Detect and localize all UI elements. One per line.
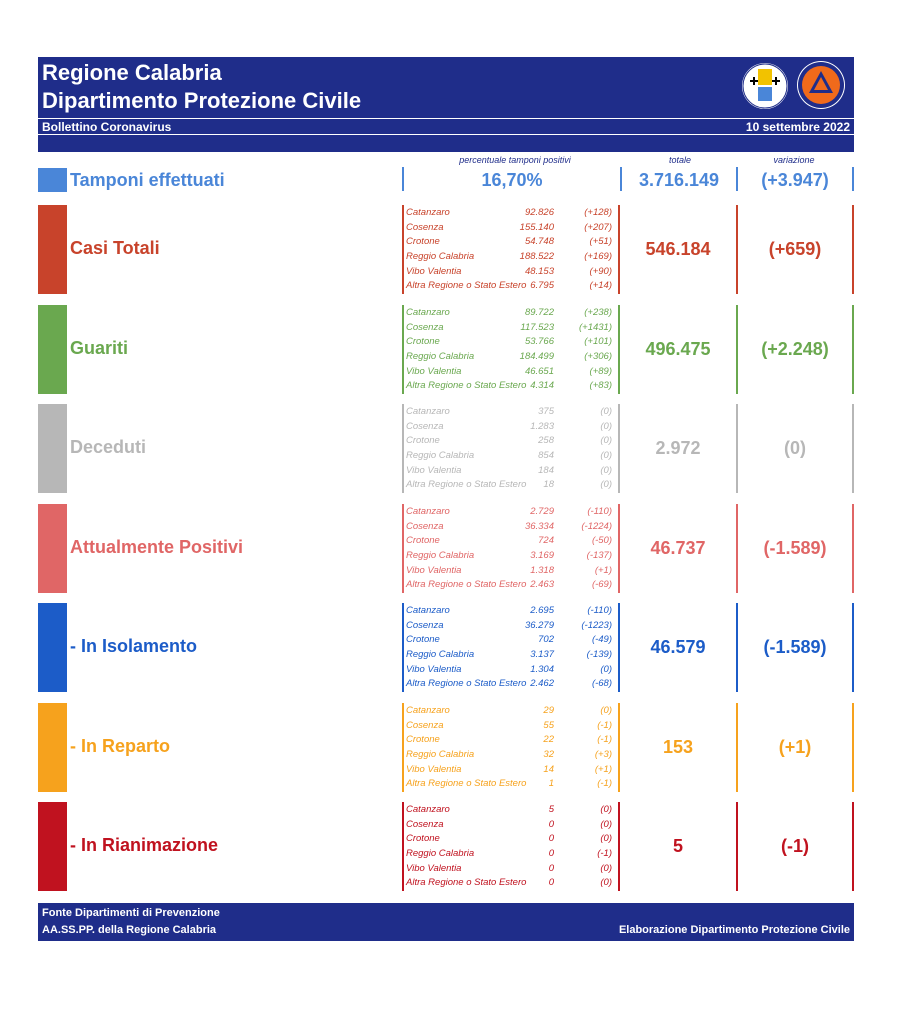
province-row: [406, 818, 614, 833]
province-name: Reggio Calabria: [406, 450, 475, 462]
province-name: Vibo Valentia: [406, 365, 462, 377]
province-row: [406, 862, 614, 877]
section-block: [38, 205, 854, 294]
divider: [736, 205, 738, 294]
province-delta: (-49): [591, 634, 612, 646]
province-name: Crotone: [406, 634, 440, 646]
divider: [852, 504, 854, 593]
section-variation: (+659): [768, 238, 822, 259]
province-list: [406, 505, 614, 593]
credit-line: Elaborazione Dipartimento Protezione Civile: [618, 924, 850, 936]
header-banner: [38, 57, 854, 152]
province-delta: (0): [600, 818, 612, 830]
province-name: Altra Regione o Stato Estero: [406, 579, 527, 591]
section-swatch: [38, 504, 67, 593]
section-variation: (-1.589): [763, 537, 827, 558]
province-row: [406, 350, 614, 365]
province-value: 14: [543, 763, 554, 775]
divider: [402, 504, 404, 593]
province-value: 89.722: [524, 307, 554, 318]
tamponi-total: 3.716.149: [638, 170, 720, 190]
variation-column-header: variazione: [773, 155, 815, 165]
province-delta: (0): [600, 420, 612, 432]
tamponi-label: Tamponi effettuati: [70, 170, 225, 190]
province-name: Cosenza: [406, 818, 444, 830]
divider: [852, 802, 854, 891]
tamponi-swatch: [38, 168, 67, 192]
province-name: Vibo Valentia: [406, 663, 462, 675]
province-name: Reggio Calabria: [406, 550, 475, 562]
province-row: [406, 365, 614, 380]
province-value: 1.283: [530, 420, 554, 432]
province-value: 1: [548, 778, 554, 790]
divider: [852, 305, 854, 394]
province-row: [406, 704, 614, 719]
divider: [402, 205, 404, 294]
section-block: [38, 603, 854, 692]
province-name: Cosenza: [406, 619, 444, 631]
province-value: 184.499: [519, 351, 554, 363]
section-block: [38, 305, 854, 394]
subtitle-bar: [38, 118, 854, 135]
province-delta: (0): [600, 435, 612, 447]
province-name: Catanzaro: [406, 506, 450, 517]
province-row: [406, 633, 614, 648]
province-row: [406, 279, 614, 294]
section-total: 46.579: [650, 636, 706, 657]
province-list: [406, 803, 614, 891]
province-delta: (0): [600, 450, 612, 462]
section-label: - In Rianimazione: [70, 834, 219, 855]
province-delta: (+207): [584, 221, 612, 233]
province-value: 0: [548, 848, 554, 860]
province-value: 1.304: [530, 663, 554, 675]
province-name: Reggio Calabria: [406, 649, 475, 661]
bulletin-title: Bollettino Coronavirus: [42, 120, 172, 134]
province-name: Cosenza: [406, 221, 444, 233]
civil-protection-logo-icon: [797, 61, 845, 109]
divider: [736, 504, 738, 593]
province-value: 48.153: [524, 265, 554, 277]
province-name: Cosenza: [406, 321, 444, 333]
province-row: [406, 578, 614, 593]
province-delta: (0): [600, 464, 612, 476]
section-total: 2.972: [655, 437, 701, 458]
section-swatch: [38, 703, 67, 792]
province-delta: (+14): [589, 280, 612, 292]
section-block: [38, 504, 854, 593]
province-delta: (-1): [597, 719, 612, 731]
province-name: Altra Regione o Stato Estero: [406, 380, 527, 392]
divider: [736, 167, 738, 191]
divider: [852, 167, 854, 191]
province-value: 36.279: [524, 619, 554, 631]
province-delta: (0): [600, 862, 612, 874]
province-name: Vibo Valentia: [406, 862, 462, 874]
divider: [402, 802, 404, 891]
province-row: [406, 379, 614, 394]
province-delta: (+169): [584, 251, 612, 263]
province-list: [406, 704, 614, 792]
section-block: [38, 404, 854, 493]
province-name: Vibo Valentia: [406, 464, 462, 476]
province-row: [406, 719, 614, 734]
province-delta: (-1): [597, 734, 612, 746]
divider: [620, 167, 622, 191]
section-variation: (-1): [781, 835, 809, 856]
province-row: [406, 306, 614, 321]
province-row: [406, 763, 614, 778]
province-row: [406, 505, 614, 520]
province-delta: (+89): [589, 365, 612, 377]
divider: [402, 167, 404, 191]
section-label: Casi Totali: [70, 237, 160, 258]
footer-banner: [38, 903, 854, 941]
province-row: [406, 648, 614, 663]
province-row: [406, 478, 614, 493]
province-name: Cosenza: [406, 520, 444, 532]
section-swatch: [38, 404, 67, 493]
section-block: [38, 703, 854, 792]
province-name: Catanzaro: [406, 605, 450, 616]
total-column-header: totale: [668, 155, 692, 165]
province-name: Crotone: [406, 535, 440, 547]
province-delta: (-137): [586, 550, 612, 562]
province-name: Catanzaro: [406, 406, 450, 417]
province-row: [406, 464, 614, 479]
divider: [736, 305, 738, 394]
province-delta: (-68): [591, 678, 612, 690]
divider: [852, 703, 854, 792]
province-row: [406, 677, 614, 692]
province-delta: (+83): [589, 380, 612, 392]
province-value: 6.795: [530, 280, 554, 292]
department-title: Dipartimento Protezione Civile: [42, 88, 362, 113]
province-value: 1.318: [530, 564, 554, 576]
province-delta: (-110): [587, 506, 612, 517]
province-value: 3.137: [530, 649, 554, 661]
province-row: [406, 206, 614, 221]
province-delta: (+1431): [578, 321, 612, 333]
province-delta: (-110): [587, 605, 612, 616]
province-name: Reggio Calabria: [406, 848, 475, 860]
province-value: 117.523: [520, 321, 554, 333]
tamponi-row: [38, 165, 854, 195]
province-delta: (+1): [594, 564, 612, 576]
bulletin-date: 10 settembre 2022: [745, 120, 850, 134]
section-total: 546.184: [645, 238, 711, 259]
section-swatch: [38, 603, 67, 692]
section-label: Attualmente Positivi: [70, 536, 244, 557]
province-value: 36.334: [524, 520, 554, 532]
province-value: 155.140: [519, 221, 554, 233]
province-value: 0: [548, 862, 554, 874]
source-line-1: Fonte Dipartimenti di Prevenzione: [42, 907, 220, 919]
source-line-2: AA.SS.PP. della Regione Calabria: [42, 924, 217, 936]
section-swatch: [38, 205, 67, 294]
divider: [402, 703, 404, 792]
province-row: [406, 604, 614, 619]
province-value: 188.522: [519, 251, 554, 263]
divider: [852, 603, 854, 692]
province-name: Crotone: [406, 435, 440, 447]
province-value: 724: [538, 535, 554, 547]
divider: [618, 305, 620, 394]
divider: [402, 305, 404, 394]
percent-column-header: percentuale tamponi positivi: [459, 155, 571, 165]
section-variation: (+1): [778, 736, 812, 757]
province-value: 258: [538, 435, 554, 447]
province-value: 854: [538, 450, 554, 462]
province-row: [406, 733, 614, 748]
region-title: Regione Calabria: [42, 60, 222, 85]
province-delta: (+128): [584, 207, 612, 218]
province-delta: (0): [600, 406, 612, 417]
section-label: Deceduti: [70, 436, 147, 457]
province-list: [406, 306, 614, 394]
divider: [852, 404, 854, 493]
province-value: 32: [543, 749, 554, 761]
province-row: [406, 876, 614, 891]
divider: [402, 603, 404, 692]
province-delta: (-69): [591, 579, 612, 591]
divider: [618, 404, 620, 493]
divider: [618, 703, 620, 792]
divider: [618, 802, 620, 891]
province-name: Vibo Valentia: [406, 564, 462, 576]
section-swatch: [38, 305, 67, 394]
province-row: [406, 265, 614, 280]
province-row: [406, 520, 614, 535]
province-row: [406, 663, 614, 678]
province-name: Reggio Calabria: [406, 749, 475, 761]
province-value: 2.729: [530, 506, 554, 517]
province-delta: (-1224): [581, 520, 612, 532]
province-delta: (+3): [594, 749, 612, 761]
province-row: [406, 832, 614, 847]
province-value: 4.314: [530, 380, 554, 392]
province-name: Catanzaro: [406, 804, 450, 815]
province-delta: (-1223): [581, 619, 612, 631]
province-row: [406, 405, 614, 420]
province-value: 53.766: [524, 336, 554, 348]
province-name: Reggio Calabria: [406, 251, 475, 263]
province-value: 702: [538, 634, 554, 646]
province-delta: (+51): [589, 236, 612, 248]
province-value: 2.463: [530, 579, 554, 591]
province-list: [406, 604, 614, 692]
province-value: 55: [543, 719, 554, 731]
province-value: 3.169: [530, 550, 554, 562]
province-name: Crotone: [406, 734, 440, 746]
province-value: 54.748: [524, 236, 554, 248]
divider: [618, 504, 620, 593]
province-value: 0: [548, 877, 554, 889]
province-delta: (-1): [597, 778, 612, 790]
province-row: [406, 434, 614, 449]
province-value: 5: [548, 804, 554, 815]
province-value: 0: [548, 818, 554, 830]
province-row: [406, 549, 614, 564]
divider: [736, 802, 738, 891]
province-name: Crotone: [406, 833, 440, 845]
province-delta: (+238): [584, 307, 612, 318]
section-total: 46.737: [650, 537, 706, 558]
tamponi-variation: (+3.947): [761, 170, 829, 190]
province-value: 375: [538, 406, 554, 417]
province-name: Altra Regione o Stato Estero: [406, 877, 527, 889]
province-name: Cosenza: [406, 719, 444, 731]
divider: [736, 603, 738, 692]
province-name: Altra Regione o Stato Estero: [406, 778, 527, 790]
province-delta: (-1): [597, 848, 612, 860]
province-value: 0: [548, 833, 554, 845]
province-value: 2.695: [530, 605, 554, 616]
province-name: Crotone: [406, 336, 440, 348]
province-delta: (0): [600, 705, 612, 716]
province-delta: (0): [600, 877, 612, 889]
province-name: Cosenza: [406, 420, 444, 432]
province-delta: (0): [600, 663, 612, 675]
province-name: Catanzaro: [406, 705, 450, 716]
divider: [736, 703, 738, 792]
province-delta: (0): [600, 479, 612, 491]
province-row: [406, 420, 614, 435]
province-name: Vibo Valentia: [406, 265, 462, 277]
region-logo-icon: [742, 63, 788, 109]
province-name: Altra Regione o Stato Estero: [406, 479, 527, 491]
province-row: [406, 250, 614, 265]
province-value: 184: [538, 464, 554, 476]
section-label: Guariti: [70, 337, 129, 358]
province-delta: (-50): [591, 535, 612, 547]
section-total: 153: [662, 736, 694, 757]
section-variation: (0): [784, 437, 806, 458]
province-delta: (0): [600, 833, 612, 845]
divider: [402, 404, 404, 493]
province-list: [406, 405, 614, 493]
province-value: 22: [543, 734, 554, 746]
divider: [618, 205, 620, 294]
divider: [852, 205, 854, 294]
section-variation: (+2.248): [761, 338, 829, 359]
province-row: [406, 321, 614, 336]
province-delta: (+306): [584, 351, 612, 363]
section-label: - In Reparto: [70, 735, 171, 756]
section-block: [38, 802, 854, 891]
province-name: Vibo Valentia: [406, 763, 462, 775]
divider: [736, 404, 738, 493]
province-row: [406, 564, 614, 579]
province-row: [406, 777, 614, 792]
province-row: [406, 235, 614, 250]
province-delta: (+1): [594, 763, 612, 775]
province-delta: (+90): [589, 265, 612, 277]
section-total: 496.475: [645, 338, 711, 359]
province-name: Altra Regione o Stato Estero: [406, 280, 527, 292]
province-row: [406, 335, 614, 350]
province-delta: (-139): [586, 649, 612, 661]
province-delta: (+101): [584, 336, 612, 348]
province-value: 2.462: [530, 678, 554, 690]
province-name: Reggio Calabria: [406, 351, 475, 363]
province-value: 29: [543, 705, 554, 716]
province-list: [406, 206, 614, 294]
province-value: 46.651: [524, 365, 554, 377]
province-name: Catanzaro: [406, 207, 450, 218]
province-row: [406, 803, 614, 818]
province-value: 92.826: [524, 207, 554, 218]
province-row: [406, 449, 614, 464]
section-label: - In Isolamento: [70, 635, 198, 656]
province-row: [406, 748, 614, 763]
province-delta: (0): [600, 804, 612, 815]
divider: [618, 603, 620, 692]
province-row: [406, 619, 614, 634]
province-row: [406, 221, 614, 236]
section-total: 5: [672, 835, 683, 856]
tamponi-percent: 16,70%: [481, 170, 543, 190]
province-name: Crotone: [406, 236, 440, 248]
section-swatch: [38, 802, 67, 891]
province-value: 18: [543, 479, 554, 491]
province-name: Catanzaro: [406, 307, 450, 318]
province-name: Altra Regione o Stato Estero: [406, 678, 527, 690]
province-row: [406, 534, 614, 549]
section-variation: (-1.589): [763, 636, 827, 657]
province-row: [406, 847, 614, 862]
